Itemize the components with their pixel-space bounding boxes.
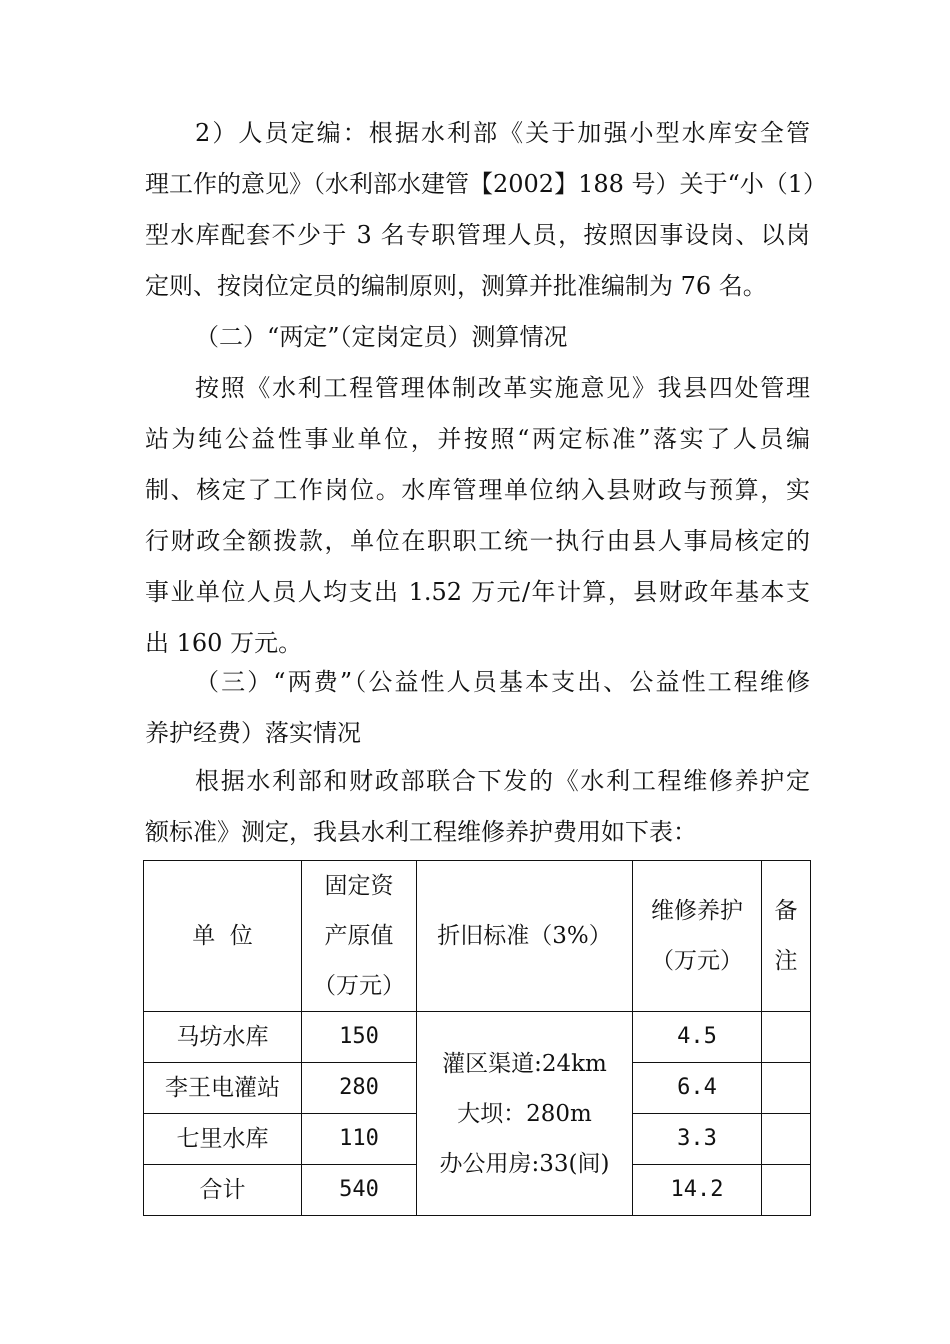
standard-line: 灌区渠道:24km [442,1050,607,1077]
header-depreciation-standard: 折旧标准（3%） [417,861,633,1012]
paragraph-post-determination [145,363,810,669]
cell-depreciation-standard [417,1012,633,1216]
text-line: 型水库配套不少于 3 名专职管理人员，按照因事设岗、以岗 [145,221,810,249]
cell-maintenance: 14.2 [633,1165,762,1216]
paragraph-staffing [145,108,828,312]
cell-unit: 李王电灌站 [144,1063,302,1114]
cell-unit: 马坊水库 [144,1012,302,1063]
heading-text: 养护经费）落实情况 [145,719,361,747]
cell-unit: 合计 [144,1165,302,1216]
section-heading-two-fees [145,657,810,759]
standard-line: 办公用房:33(间) [439,1150,610,1177]
text-line: 制、核定了工作岗位。水库管理单位纳入县财政与预算，实 [145,476,810,504]
standard-line: 大坝：280m [457,1100,592,1127]
text-line: 额标准》测定，我县水利工程维修养护费用如下表： [145,818,697,846]
text-line: 理工作的意见》（水利部水建管【2002】188 号）关于“小（1） [145,170,828,198]
cell-asset: 110 [302,1114,417,1165]
text-line: 行财政全额拨款，单位在职职工统一执行由县人事局核定的 [145,527,810,555]
paragraph-maintenance-intro [145,756,810,858]
text-line: 根据水利部和财政部联合下发的《水利工程维修养护定 [195,767,810,795]
text-line: 定则、按岗位定员的编制原则，测算并批准编制为 76 名。 [145,272,767,300]
cell-asset: 540 [302,1165,417,1216]
header-note: 备 注 [762,861,811,1012]
cell-maintenance: 6.4 [633,1063,762,1114]
cell-note [762,1063,811,1114]
header-unit: 单 位 [144,861,302,1012]
header-maintenance: 维修养护 （万元） [633,861,762,1012]
header-asset-value: 固定资 产原值 （万元） [302,861,417,1012]
maintenance-fee-table [143,860,811,1216]
table-row [144,1012,811,1063]
cell-maintenance: 3.3 [633,1114,762,1165]
section-heading-two-determinations [145,312,810,363]
cell-note [762,1165,811,1216]
text-line: 出 160 万元。 [145,629,303,657]
text-line: 事业单位人员人均支出 1.52 万元/年计算，县财政年基本支 [145,578,810,606]
table-header-row [144,861,811,1012]
text-line: 站为纯公益性事业单位，并按照“两定标准”落实了人员编 [145,425,810,453]
cell-unit: 七里水库 [144,1114,302,1165]
cell-note [762,1114,811,1165]
cell-maintenance: 4.5 [633,1012,762,1063]
heading-text: （二）“两定”（定岗定员）测算情况 [195,323,568,351]
heading-text: （三）“两费”（公益性人员基本支出、公益性工程维修 [195,668,810,696]
text-line: 按照《水利工程管理体制改革实施意见》我县四处管理 [195,374,810,402]
cell-asset: 280 [302,1063,417,1114]
text-line: 2）人员定编：根据水利部《关于加强小型水库安全管 [195,119,810,147]
cell-note [762,1012,811,1063]
cell-asset: 150 [302,1012,417,1063]
